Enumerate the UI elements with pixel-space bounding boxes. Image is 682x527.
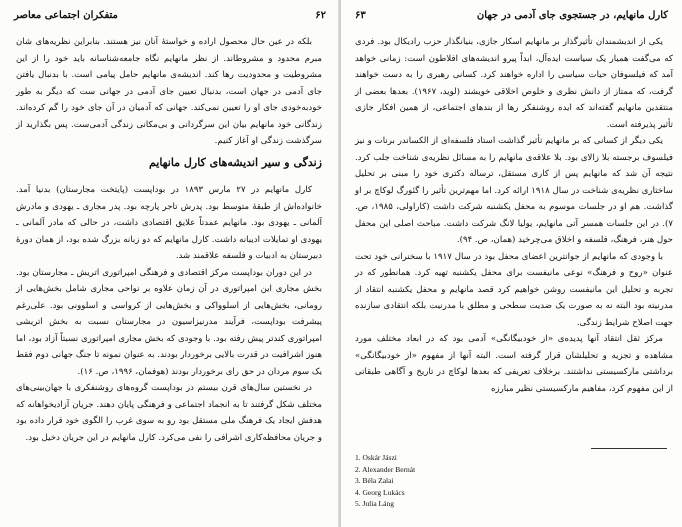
running-head: متفکران اجتماعی معاصر: [14, 10, 118, 21]
page-number: ۶۳: [355, 10, 366, 21]
paragraph: یکی دیگر از کسانی که بر مانهایم تأثیر گذاشت استاد فلسفه‌ای از الکساندر برنات و نیز فیلسوف برجسته بلا زالای بود. بلا علاقه‌ی مانهایم را به مسائل نظریه‌ی شناخت جلب کرد. نتیجه آن شد که مانهایم پس از کاری مستقل، ترساله دکتری خود را مبنی بر تحلیل ساختاری نظریه‌ی شناخت در سال ۱۹۱۸ ارائه کرد. اما مهم‌ترین تأثیر را گئورگ لوکاچ بر او گذاشت. هم او در جلسات موسوم به محفل یکشنبه شرکت داشت (کاراولی، ۱۹۸۵، ص. ۷). در این جلسات همسر آتی مانهایم، یولیا لانگ شرکت داشت. مباحث اصلی این محفل حول هنر، فرهنگ، فلسفه و اخلاق می‌چرخید (همان، ص. ۹۴).: [355, 136, 673, 245]
page-number: ۶۲: [315, 10, 326, 21]
left-page-header: [14, 10, 326, 26]
footnote: 1. Oskár Jászi: [355, 453, 397, 462]
paragraph: مرکز ثقل انتقاد آنها پدیده‌ی «از خودبیگانگی» آدمی بود که در ابعاد مختلف مورد مشاهده و تجزیه و تحلیلشان قرار گرفته است. البته آنها از مفهوم «از خودبیگانگی» برداشتی مارکسیستی نداشتند. برخلاف تعریفی که بعدها لوکاچ در تاریخ و آگاهی طبقاتی از این مفهوم کرد، مفاهیم مارکسیستی نظیر مبارزه: [355, 334, 673, 394]
paragraph: کارل مانهایم در ۲۷ مارس ۱۸۹۳ در بوداپست (پایتخت مجارستان) بدنیا آمد. خانواده‌اش از طبقهٔ متوسط بود. پدرش تاجر پارچه بود. پدر مجاری ـ یهودی و مادرش آلمانی ـ یهودی بود. مانهایم عمدتاً علایق اقتصادی داشت، در حالی که مادر آلمانی ـ یهودی او تمایلات ادیبانه داشت. کارل مانهایم که دو زبانه بزرگ شده بود، از همان دورهٔ دبیرستان به ادبیات و فلسفه علاقمند شد.: [16, 185, 322, 261]
paragraph: با وجودی که مانهایم از جوانترین اعضای محفل بود در سال ۱۹۱۷ با سخنرانی خود تحت عنوان «روح و فرهنگ» نوعی مانیفست برای محفل یکشنبه تهیه کرد. همانطور که در تجربه و تحلیل این مانیفست روشن خواهیم کرد قصد مانهایم و محفل یکشنبه انتقاد از مدرنیته بود البته نه به صورت یک ضدیت سطحی و مطلق با مدرنیت بلکه انتقادی سازنده جهت اصلاح شرایط زندگی.: [355, 251, 673, 328]
paragraph: در این دوران بوداپست مرکز اقتصادی و فرهنگی امپراتوری اتریش ـ مجارستان بود. بخش مجاری این امپراتوری در آن زمان علاوه بر نواحی مجاری شامل بخش‌هایی از رومانی، بخش‌هایی از اسلوواکی و بخش‌هایی از کرواسی و اسلوونی بود. علی‌رغم پیشرفت بوداپست، فرآیند مدرنیزاسیون در مجارستان نسبت به بخش اتریشی امپراتوری کندتر پیش رفته بود. با وجودی که بخش مجاری امپراتوری نسبتاً آزاد بود، اما هنوز اشرافیت در قدرت بالایی برخوردار بودند. به عنوان نمونه تا جنگ جهانی دوم فقط یک سوم مردان در حق رای برخوردار بودند (هوفمان، ۱۹۹۶، ص. ۱۶).: [16, 267, 322, 377]
section-heading: زندگی و سیر اندیشه‌های کارل مانهایم: [148, 156, 322, 169]
footnote: 2. Alexander Bernát: [355, 464, 416, 474]
footnote: 5. Julia Láng: [355, 499, 394, 508]
left-page: [0, 0, 340, 527]
footnote-rule: [591, 448, 667, 449]
footnote: 3. Béla Zalai: [355, 476, 394, 485]
right-page: [341, 0, 682, 527]
running-head: کارل مانهایم، در جستجوی جای آدمی در جهان: [476, 10, 668, 21]
paragraph: در نخستین سال‌های قرن بیستم در بوداپست گروه‌های روشنفکری با جهان‌بینی‌های مختلف شکل گرفتند تا به انجماد اجتماعی و فرهنگی پایان دهند. جریان آزادیخواهانه که هدفش ایجاد یک فرهنگ ملی مستقل بود رو به سوی غرب را الگوی خود قرار داده بود و جریان محافظه‌کاری اشرافی را نفی می‌کرد. کارل مانهایم در این جریان دخیل بود.: [16, 383, 322, 443]
footnote: 4. Georg Lukács: [355, 487, 405, 497]
body-column: [355, 34, 673, 442]
paragraph: بلکه در عین حال محصول اراده و خواستهٔ آنان نیز هستند. بنابراین نظریه‌های شان مبرم محدود و مشروطاند. از نظر مانهایم نگاه جامعه‌شناسانه باید خود را از این مشروطیت و محدودیت رها کند. اندیشه‌ی مانهایم حامل پیامی است. با بدنبال یافتن جای آدمی در جهان است، بدنبال تعیین جای آدمی در جهانی ست که دیگر به طور خودبه‌خودی جای او را تعیین نمی‌کند. جهانی که آدمیان در آن جای خود را گم کرده‌اند. زندگانی خود مانهایم بیان این سرگردانی و بی‌مکانی زندگی آدمی‌ست. پس بگذارید از سرگذشت زندگی او آغاز کنیم.: [16, 37, 322, 146]
intro-column: [16, 34, 322, 148]
body-column: [16, 182, 322, 522]
paragraph: یکی از اندیشمندان تأثیرگذار بر مانهایم اسکار جازی، بنیانگذار حزب رادیکال بود. فردی که می‌گفت همیار یک سیاست ایده‌آل، ابداً پیرو اندیشه‌های افلاطون است: زمانی خواهد آمد که فیلسوفان حیات سیاسی را اداره خواهند کرد. کسانی رهبری را به دست خواهند گرفت، که ممتاز از دانش نظری و خلوص اخلاقی خویشند (لوید، ۱۹۶۷). بعدها بعضی از منتقدین مانهایم گفته‌اند که ایده روشنفکر رها از بندهای اجتماعی، از همین افکار جازی تأثیر پذیرفته است.: [355, 37, 673, 130]
right-page-header: [355, 10, 668, 26]
footnotes: [355, 452, 535, 510]
